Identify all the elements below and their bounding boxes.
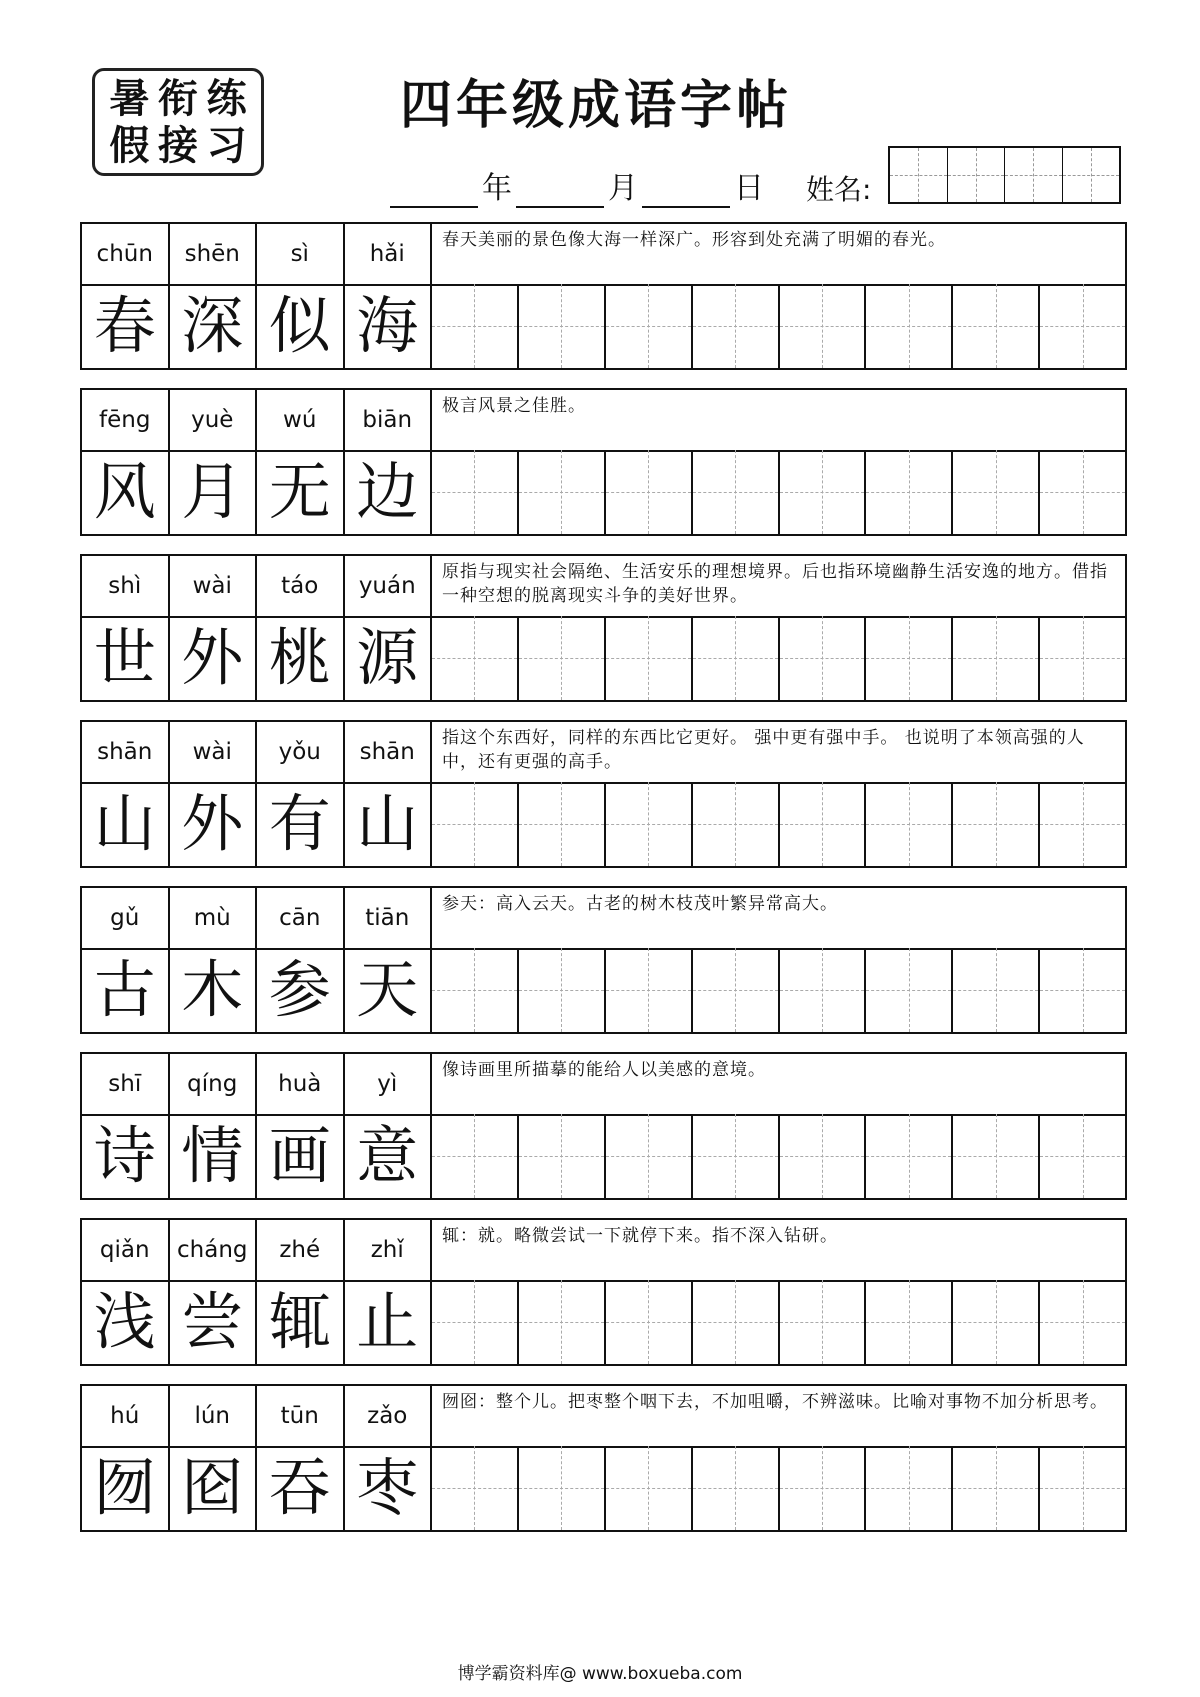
- pinyin-cell: táo: [257, 556, 345, 616]
- model-character: 边: [345, 450, 433, 534]
- practice-cell[interactable]: [432, 450, 519, 534]
- model-character: 诗: [82, 1114, 170, 1198]
- practice-cell[interactable]: [519, 948, 606, 1032]
- pinyin-row: [82, 224, 1125, 286]
- idiom-block: [80, 1218, 1127, 1366]
- stamp-char: 假: [109, 121, 150, 169]
- name-field[interactable]: [888, 146, 1121, 204]
- model-character: 风: [82, 450, 170, 534]
- model-character: 天: [345, 948, 433, 1032]
- practice-cell[interactable]: [953, 948, 1040, 1032]
- name-label: 姓名:: [806, 173, 872, 206]
- idiom-definition: 囫囵：整个儿。把枣整个咽下去，不加咀嚼，不辨滋味。比喻对事物不加分析思考。: [442, 1392, 1108, 1412]
- day-label: 日: [734, 171, 764, 206]
- pinyin-cell: lún: [170, 1386, 258, 1446]
- model-character: 外: [170, 782, 258, 866]
- idiom-block: [80, 388, 1127, 536]
- practice-cell[interactable]: [432, 284, 519, 368]
- character-row: [82, 1446, 1125, 1530]
- practice-cell[interactable]: [866, 616, 953, 700]
- idiom-block: [80, 886, 1127, 1034]
- idiom-block: [80, 1052, 1127, 1200]
- model-character: 枣: [345, 1446, 433, 1530]
- character-row: [82, 782, 1125, 866]
- pinyin-cell: fēng: [82, 390, 170, 450]
- pinyin-row: [82, 556, 1125, 618]
- month-blank[interactable]: [516, 172, 604, 208]
- stamp-logo: [92, 68, 264, 176]
- practice-cell[interactable]: [780, 1446, 867, 1530]
- model-character: 春: [82, 284, 170, 368]
- practice-cell[interactable]: [953, 616, 1040, 700]
- idiom-definition: 极言风景之佳胜。: [442, 396, 586, 416]
- idiom-block: [80, 1384, 1127, 1532]
- model-character: 情: [170, 1114, 258, 1198]
- year-blank[interactable]: [390, 172, 478, 208]
- model-character: 浅: [82, 1280, 170, 1364]
- model-character: 囫: [82, 1446, 170, 1530]
- practice-cell[interactable]: [606, 450, 693, 534]
- practice-cell[interactable]: [432, 1280, 519, 1364]
- practice-cell[interactable]: [953, 284, 1040, 368]
- pinyin-cell: shān: [345, 722, 433, 782]
- pinyin-cell: wài: [170, 556, 258, 616]
- pinyin-cell: shī: [82, 1054, 170, 1114]
- pinyin-row: [82, 1220, 1125, 1282]
- practice-cell[interactable]: [519, 616, 606, 700]
- pinyin-cell: shì: [82, 556, 170, 616]
- pinyin-cell: mù: [170, 888, 258, 948]
- practice-cell[interactable]: [1040, 782, 1125, 866]
- practice-cell[interactable]: [432, 616, 519, 700]
- practice-cell[interactable]: [432, 948, 519, 1032]
- model-character: 尝: [170, 1280, 258, 1364]
- model-character: 辄: [257, 1280, 345, 1364]
- practice-cell[interactable]: [693, 1114, 780, 1198]
- model-character: 有: [257, 782, 345, 866]
- practice-cell[interactable]: [606, 284, 693, 368]
- character-row: [82, 284, 1125, 368]
- pinyin-cell: yuè: [170, 390, 258, 450]
- idiom-definition: 参天：高入云天。古老的树木枝茂叶繁异常高大。: [442, 894, 838, 914]
- pinyin-cell: tiān: [345, 888, 433, 948]
- practice-cell[interactable]: [866, 284, 953, 368]
- practice-cell[interactable]: [693, 948, 780, 1032]
- practice-cell[interactable]: [866, 1446, 953, 1530]
- model-character: 桃: [257, 616, 345, 700]
- practice-cell[interactable]: [953, 1280, 1040, 1364]
- pinyin-cell: shān: [82, 722, 170, 782]
- practice-cell[interactable]: [1040, 1114, 1125, 1198]
- model-character: 山: [82, 782, 170, 866]
- practice-cell[interactable]: [606, 782, 693, 866]
- practice-cell[interactable]: [432, 782, 519, 866]
- practice-cell[interactable]: [866, 782, 953, 866]
- practice-cell[interactable]: [1040, 1446, 1125, 1530]
- practice-cell[interactable]: [1040, 1280, 1125, 1364]
- idiom-block: [80, 554, 1127, 702]
- model-character: 吞: [257, 1446, 345, 1530]
- character-row: [82, 1114, 1125, 1198]
- model-character: 无: [257, 450, 345, 534]
- pinyin-cell: yuán: [345, 556, 433, 616]
- practice-cell[interactable]: [780, 782, 867, 866]
- practice-cell[interactable]: [606, 1114, 693, 1198]
- practice-cell[interactable]: [519, 782, 606, 866]
- practice-cell[interactable]: [866, 1114, 953, 1198]
- practice-cell[interactable]: [953, 450, 1040, 534]
- practice-cell[interactable]: [432, 1446, 519, 1530]
- month-label: 月: [608, 171, 638, 206]
- practice-cell[interactable]: [1040, 284, 1125, 368]
- pinyin-cell: zhǐ: [345, 1220, 433, 1280]
- pinyin-cell: hǎi: [345, 224, 433, 284]
- model-character: 山: [345, 782, 433, 866]
- year-label: 年: [482, 171, 512, 206]
- model-character: 外: [170, 616, 258, 700]
- model-character: 月: [170, 450, 258, 534]
- pinyin-cell: cháng: [170, 1220, 258, 1280]
- idiom-definition: 指这个东西好，同样的东西比它更好。 强中更有强中手。 也说明了本领高强的人中，还有更强的高手。: [442, 728, 1085, 772]
- pinyin-row: [82, 888, 1125, 950]
- practice-cell[interactable]: [693, 1280, 780, 1364]
- practice-cell[interactable]: [606, 1446, 693, 1530]
- pinyin-cell: sì: [257, 224, 345, 284]
- practice-cell[interactable]: [693, 450, 780, 534]
- practice-cell[interactable]: [519, 284, 606, 368]
- pinyin-cell: yǒu: [257, 722, 345, 782]
- pinyin-row: [82, 722, 1125, 784]
- practice-cell[interactable]: [693, 782, 780, 866]
- footer-watermark: 博学霸资料库@ www.boxueba.com: [457, 1664, 743, 1684]
- practice-cell[interactable]: [780, 1280, 867, 1364]
- practice-cell[interactable]: [606, 948, 693, 1032]
- practice-cell[interactable]: [693, 616, 780, 700]
- stamp-char: 接: [157, 121, 198, 169]
- pinyin-row: [82, 1054, 1125, 1116]
- stamp-char: 衔: [157, 74, 198, 122]
- model-character: 囵: [170, 1446, 258, 1530]
- day-blank[interactable]: [642, 172, 730, 208]
- pinyin-cell: huà: [257, 1054, 345, 1114]
- practice-cell[interactable]: [780, 284, 867, 368]
- idiom-block: [80, 720, 1127, 868]
- practice-cell[interactable]: [606, 1280, 693, 1364]
- idiom-definition: 原指与现实社会隔绝、生活安乐的理想境界。后也指环境幽静生活安逸的地方。借指一种空想的脱离现实斗争的美好世界。: [442, 562, 1108, 606]
- model-character: 世: [82, 616, 170, 700]
- stamp-char: 习: [206, 121, 247, 169]
- stamp-char: 练: [206, 74, 247, 122]
- pinyin-cell: biān: [345, 390, 433, 450]
- pinyin-cell: yì: [345, 1054, 433, 1114]
- model-character: 木: [170, 948, 258, 1032]
- model-character: 意: [345, 1114, 433, 1198]
- pinyin-cell: zǎo: [345, 1386, 433, 1446]
- practice-cell[interactable]: [1040, 616, 1125, 700]
- pinyin-cell: tūn: [257, 1386, 345, 1446]
- pinyin-cell: zhé: [257, 1220, 345, 1280]
- pinyin-cell: gǔ: [82, 888, 170, 948]
- practice-cell[interactable]: [519, 1114, 606, 1198]
- pinyin-cell: qiǎn: [82, 1220, 170, 1280]
- practice-cell[interactable]: [953, 1114, 1040, 1198]
- practice-cell[interactable]: [519, 1446, 606, 1530]
- practice-cell[interactable]: [866, 948, 953, 1032]
- practice-cell[interactable]: [866, 1280, 953, 1364]
- practice-cell[interactable]: [693, 284, 780, 368]
- character-row: [82, 1280, 1125, 1364]
- practice-cell[interactable]: [780, 450, 867, 534]
- pinyin-cell: wài: [170, 722, 258, 782]
- stamp-char: 暑: [109, 74, 150, 122]
- model-character: 参: [257, 948, 345, 1032]
- practice-cell[interactable]: [693, 1446, 780, 1530]
- pinyin-cell: wú: [257, 390, 345, 450]
- model-character: 画: [257, 1114, 345, 1198]
- model-character: 古: [82, 948, 170, 1032]
- practice-cell[interactable]: [780, 616, 867, 700]
- pinyin-cell: chūn: [82, 224, 170, 284]
- character-row: [82, 450, 1125, 534]
- pinyin-row: [82, 390, 1125, 452]
- pinyin-cell: qíng: [170, 1054, 258, 1114]
- character-row: [82, 616, 1125, 700]
- idiom-definition: 辄：就。略微尝试一下就停下来。指不深入钻研。: [442, 1226, 838, 1246]
- character-row: [82, 948, 1125, 1032]
- model-character: 海: [345, 284, 433, 368]
- model-character: 止: [345, 1280, 433, 1364]
- practice-cell[interactable]: [1040, 948, 1125, 1032]
- idiom-block: [80, 222, 1127, 370]
- idiom-definition: 春天美丽的景色像大海一样深广。形容到处充满了明媚的春光。: [442, 230, 946, 250]
- idiom-definition: 像诗画里所描摹的能给人以美感的意境。: [442, 1060, 766, 1080]
- practice-cell[interactable]: [519, 450, 606, 534]
- practice-cell[interactable]: [432, 1114, 519, 1198]
- model-character: 似: [257, 284, 345, 368]
- practice-cell[interactable]: [780, 948, 867, 1032]
- page-title: 四年级成语字帖: [400, 75, 793, 136]
- pinyin-cell: shēn: [170, 224, 258, 284]
- practice-cell[interactable]: [519, 1280, 606, 1364]
- pinyin-cell: hú: [82, 1386, 170, 1446]
- pinyin-cell: cān: [257, 888, 345, 948]
- practice-cell[interactable]: [780, 1114, 867, 1198]
- model-character: 源: [345, 616, 433, 700]
- pinyin-row: [82, 1386, 1125, 1448]
- practice-cell[interactable]: [953, 782, 1040, 866]
- model-character: 深: [170, 284, 258, 368]
- practice-cell[interactable]: [606, 616, 693, 700]
- practice-cell[interactable]: [953, 1446, 1040, 1530]
- date-line: [390, 168, 768, 208]
- practice-cell[interactable]: [866, 450, 953, 534]
- practice-cell[interactable]: [1040, 450, 1125, 534]
